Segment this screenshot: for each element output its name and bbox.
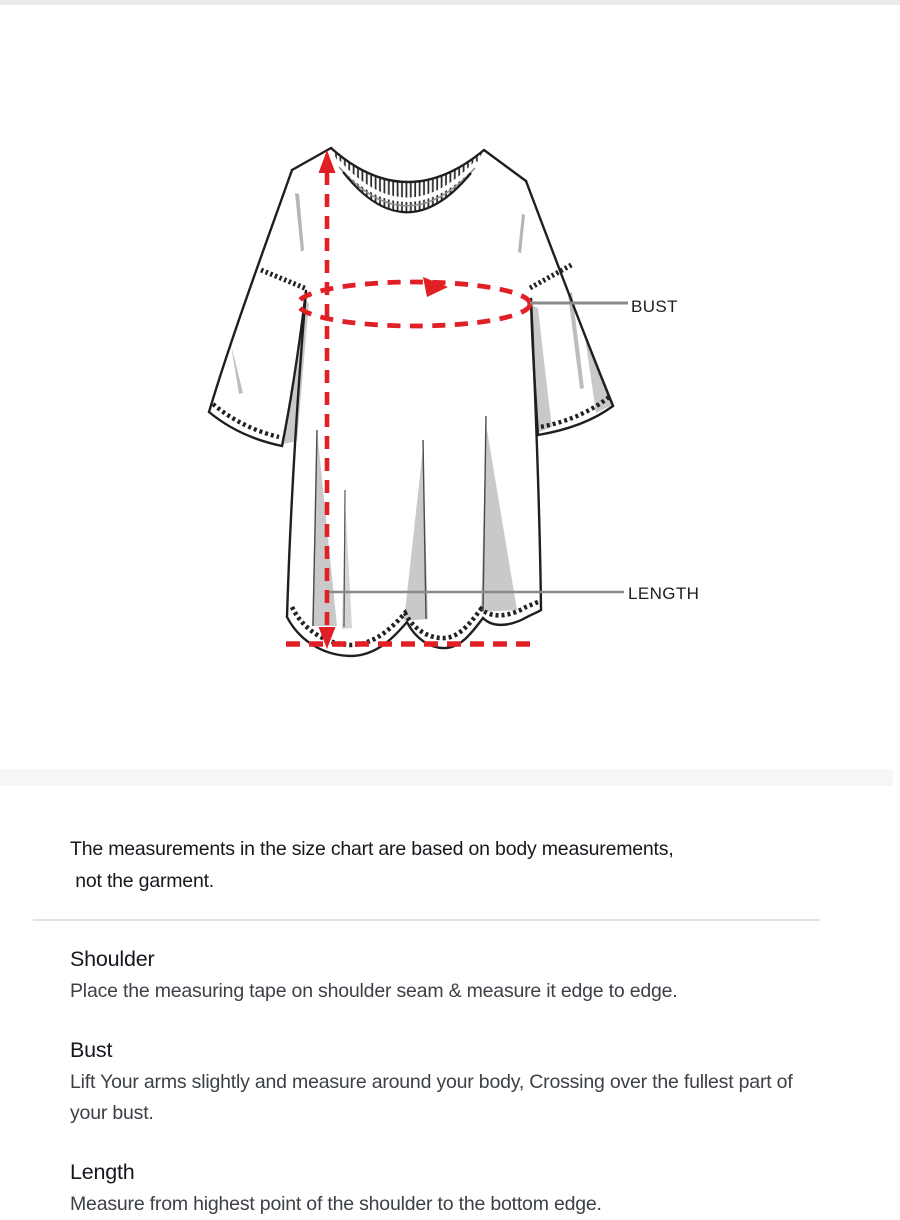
length-section [70,1157,810,1220]
shoulder-section-body: Place the measuring tape on shoulder seam & measure it edge to edge. [70,980,678,1002]
section-divider-band [0,769,893,786]
callouts [329,297,699,603]
collar [331,148,484,212]
horizontal-rule [33,919,820,921]
measurement-instructions [70,944,810,1220]
measurement-note-line1: The measurements in the size chart are based on body measurements, [70,838,674,860]
shoulder-section [70,944,810,1007]
bust-section [70,1035,810,1129]
bust-section-title: Bust [70,1038,113,1062]
bust-measure-ellipse [298,282,530,326]
bust-callout-label: BUST [631,297,678,316]
length-section-body: Measure from highest point of the shoulder to the bottom edge. [70,1193,602,1215]
length-callout-label: LENGTH [628,584,700,603]
length-section-title: Length [70,1160,135,1184]
measurement-note-line2: not the garment. [70,870,215,892]
bust-section-body: Lift Your arms slightly and measure around your body, Crossing over the fullest part of your bust. [70,1071,793,1124]
measurement-note [70,833,830,897]
shoulder-section-title: Shoulder [70,947,155,971]
